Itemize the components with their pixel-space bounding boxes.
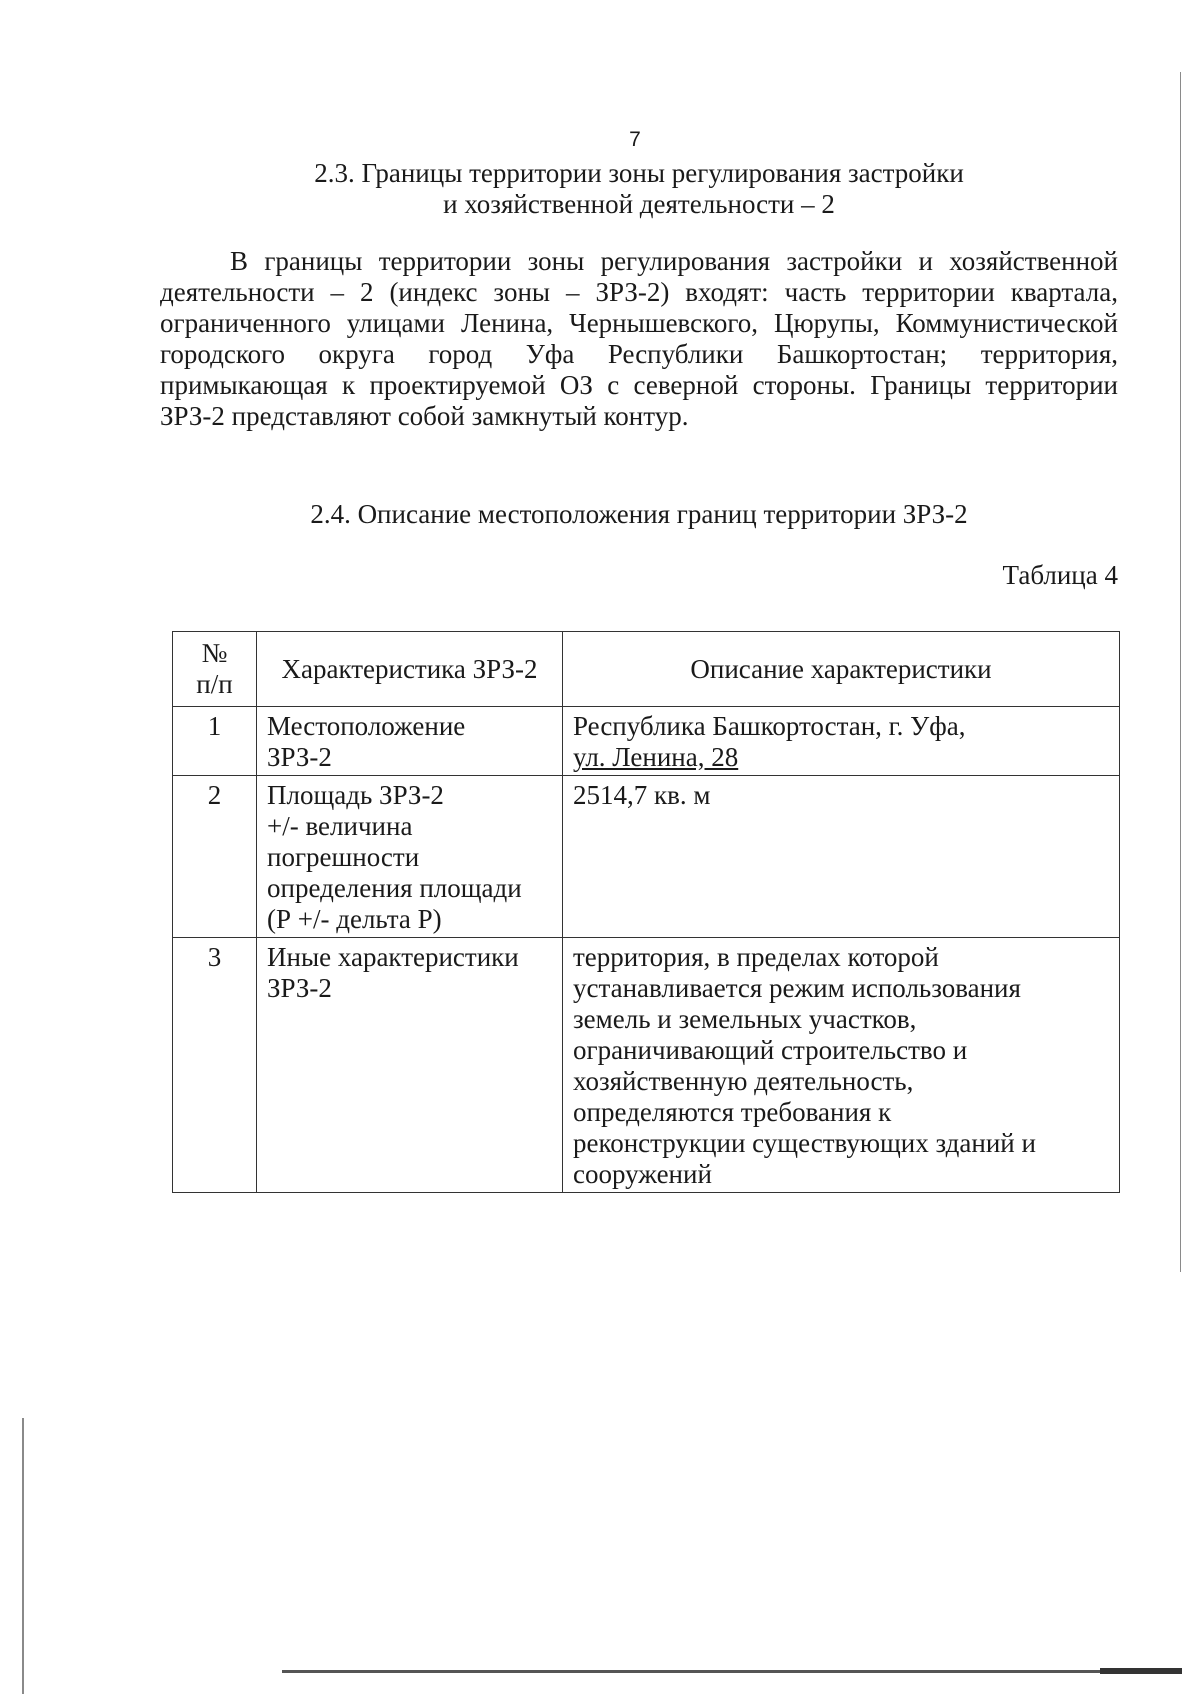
row-description — [563, 938, 1120, 1193]
section-2-3-title-line2: и хозяйственной деятельности – 2 — [443, 189, 835, 219]
cell-line: ЗРЗ-2 — [267, 973, 332, 1003]
cell-line: реконструкции существующих зданий и — [573, 1128, 1036, 1158]
row-num: 2 — [173, 776, 257, 938]
table-row — [173, 938, 1120, 1193]
cell-line: определения площади — [267, 873, 522, 903]
section-2-3-title-line1: 2.3. Границы территории зоны регулирования застройки — [314, 158, 964, 188]
cell-line: ул. Ленина, 28 — [573, 742, 739, 772]
header-num-line1: № — [201, 638, 228, 668]
page-number: 7 — [629, 128, 641, 151]
table-caption: Таблица 4 — [1002, 560, 1118, 590]
row-characteristic — [257, 707, 563, 776]
cell-line: 2514,7 кв. м — [573, 780, 711, 810]
header-num-line2: п/п — [196, 669, 233, 699]
cell-line: Республика Башкортостан, г. Уфа, — [573, 711, 966, 741]
scan-edge-right — [1180, 72, 1181, 1272]
characteristics-table — [172, 631, 1120, 1193]
header-characteristic: Характеристика ЗРЗ-2 — [257, 632, 563, 707]
cell-line: ЗРЗ-2 — [267, 742, 332, 772]
cell-line: Площадь ЗРЗ-2 — [267, 780, 444, 810]
cell-line: хозяйственную деятельность, — [573, 1066, 914, 1096]
header-description: Описание характеристики — [563, 632, 1120, 707]
cell-line: определяются требования к — [573, 1097, 892, 1127]
row-num: 3 — [173, 938, 257, 1193]
cell-line: ограничивающий строительство и — [573, 1035, 968, 1065]
cell-line: территория, в пределах которой — [573, 942, 939, 972]
section-2-3-paragraph: В границы территории зоны регулирования застройки и хозяйственной деятельности – 2 (индекс зоны – ЗРЗ-2) входят: часть территории квартала, ограниченного улицами Ленина, Чернышевского, Цюрупы, Коммунистической городского округа город Уфа Республики Башкортостан; территория, примыкающая к проектируемой ОЗ с северной стороны. Границы территории ЗРЗ-2 представляют собой замкнутый контур. — [160, 246, 1118, 431]
section-2-3-title — [160, 158, 1118, 220]
row-num: 1 — [173, 707, 257, 776]
cell-line: (Р +/- дельта Р) — [267, 904, 442, 934]
cell-line: погрешности — [267, 842, 420, 872]
row-characteristic — [257, 776, 563, 938]
scan-edge-bottom — [282, 1670, 1182, 1673]
row-characteristic — [257, 938, 563, 1193]
table-header-row — [173, 632, 1120, 707]
table-row — [173, 707, 1120, 776]
scan-edge-bottom-mark — [1100, 1668, 1182, 1674]
section-2-4-title: 2.4. Описание местоположения границ территории ЗРЗ-2 — [310, 499, 968, 529]
cell-line: земель и земельных участков, — [573, 1004, 917, 1034]
cell-line: Местоположение — [267, 711, 466, 741]
header-num — [173, 632, 257, 707]
cell-line: Иные характеристики — [267, 942, 519, 972]
cell-line: устанавливается режим использования — [573, 973, 1021, 1003]
row-description — [563, 707, 1120, 776]
row-description — [563, 776, 1120, 938]
table-row — [173, 776, 1120, 938]
cell-line: сооружений — [573, 1159, 712, 1189]
scan-edge-left — [22, 1418, 24, 1694]
cell-line: +/- величина — [267, 811, 413, 841]
